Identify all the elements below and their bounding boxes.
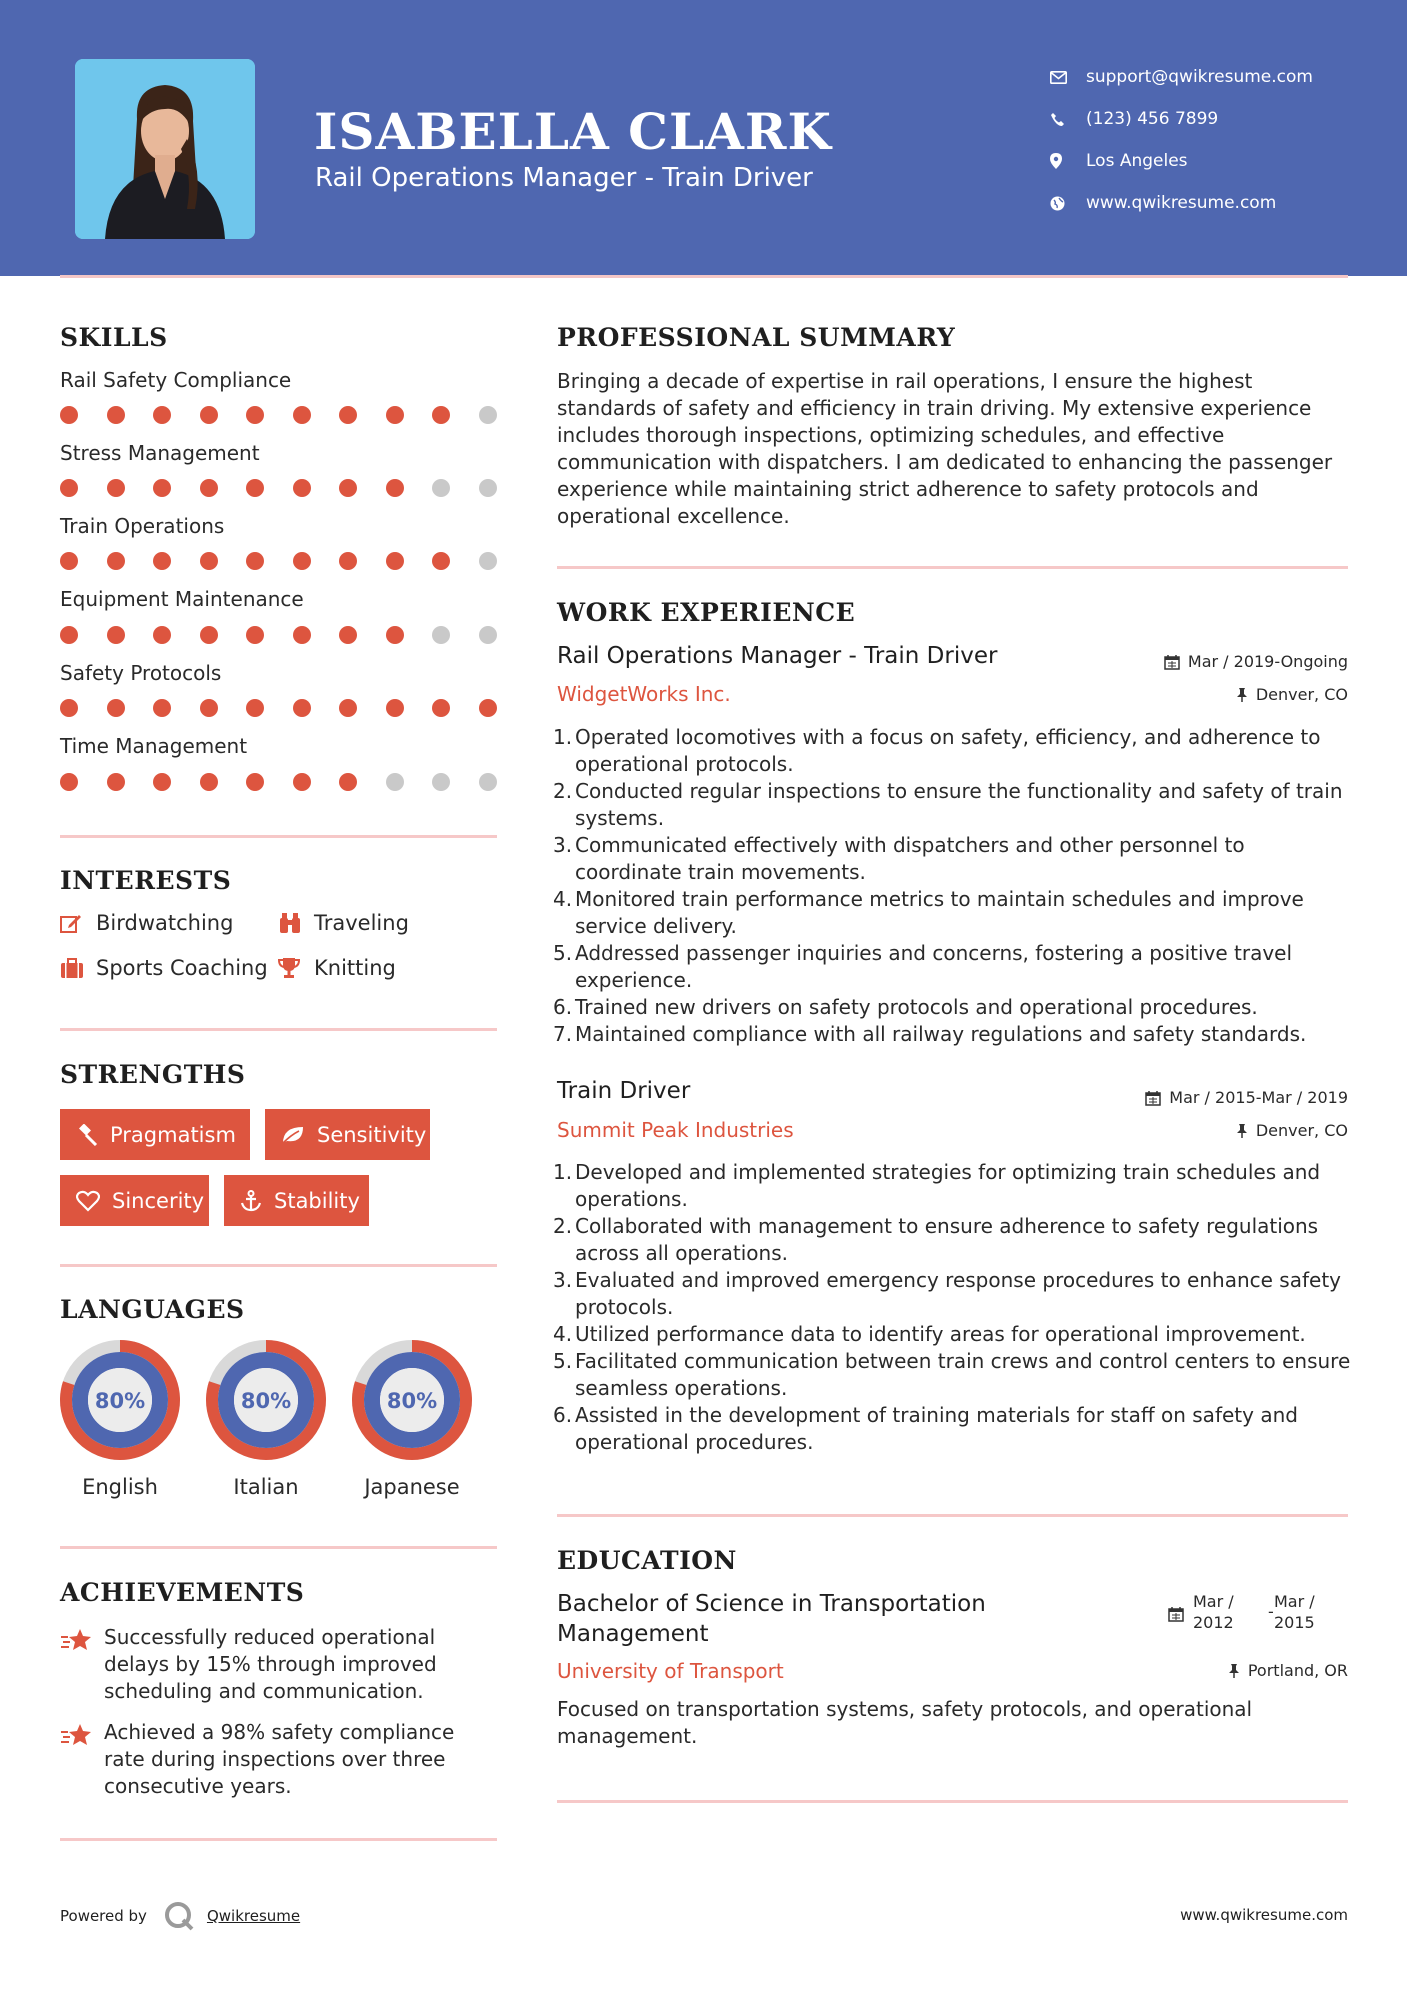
responsibility-item bbox=[553, 724, 1353, 778]
rating-dot-filled bbox=[200, 406, 218, 424]
education-description: Focused on transportation systems, safety protocols, and operational management. bbox=[557, 1697, 1253, 1748]
responsibility-text: Collaborated with management to ensure adherence to safety regulations across all operations. bbox=[575, 1214, 1319, 1265]
languages-heading: LANGUAGES bbox=[60, 1295, 245, 1324]
contact-email-text: support@qwikresume.com bbox=[1086, 67, 1313, 87]
rating-dot-filled bbox=[386, 699, 404, 717]
calendar-icon bbox=[1145, 1090, 1161, 1106]
rating-dot-filled bbox=[293, 699, 311, 717]
rating-dot-filled bbox=[107, 479, 125, 497]
list-number: 5. bbox=[553, 941, 573, 965]
language-gauge bbox=[59, 1339, 181, 1465]
responsibility-item bbox=[553, 1348, 1353, 1402]
list-number: 3. bbox=[553, 833, 573, 857]
achievement-item bbox=[60, 1719, 500, 1800]
person-portrait-icon bbox=[75, 59, 255, 239]
job-dates-text: Mar / 2019-Ongoing bbox=[1187, 652, 1348, 671]
rating-dot-filled bbox=[246, 406, 264, 424]
degree-title-continued: Management bbox=[557, 1621, 709, 1647]
rating-dot-filled bbox=[479, 699, 497, 717]
job-dates bbox=[1145, 1088, 1348, 1107]
responsibility-item bbox=[553, 994, 1353, 1021]
star-icon bbox=[60, 1719, 104, 1800]
achievements-heading: ACHIEVEMENTS bbox=[60, 1578, 305, 1607]
skill-rating bbox=[60, 624, 500, 644]
education-date-separator: - bbox=[1268, 1602, 1274, 1621]
rating-dot-filled bbox=[293, 552, 311, 570]
language-ring bbox=[205, 1339, 327, 1461]
language-percent: 80% bbox=[386, 1389, 438, 1413]
rating-dot-filled bbox=[246, 626, 264, 644]
section-divider bbox=[60, 1838, 497, 1841]
rating-dot-filled bbox=[60, 406, 78, 424]
section-divider bbox=[60, 835, 497, 838]
language-ring bbox=[351, 1339, 473, 1461]
list-number: 6. bbox=[553, 1403, 573, 1427]
skill-name: Stress Management bbox=[60, 441, 260, 465]
rating-dot-filled bbox=[153, 406, 171, 424]
skill-rating bbox=[60, 404, 500, 424]
list-number: 1. bbox=[553, 1160, 573, 1184]
briefcase-icon bbox=[60, 958, 96, 978]
contact-list bbox=[1050, 56, 1313, 224]
rating-dot-filled bbox=[60, 479, 78, 497]
skills-heading: SKILLS bbox=[60, 323, 168, 352]
rating-dot-filled bbox=[386, 626, 404, 644]
job-location bbox=[1236, 685, 1348, 704]
responsibility-text: Utilized performance data to identify areas for operational improvement. bbox=[575, 1322, 1306, 1346]
rating-dot-empty bbox=[386, 773, 404, 791]
strength-label: Sincerity bbox=[112, 1188, 205, 1213]
education-location bbox=[1228, 1661, 1348, 1680]
responsibility-text: Developed and implemented strategies for optimizing train schedules and operations. bbox=[575, 1160, 1321, 1211]
contact-location bbox=[1050, 140, 1313, 182]
pushpin-icon bbox=[1236, 1123, 1248, 1139]
list-number: 2. bbox=[553, 1214, 573, 1238]
contact-website-text: www.qwikresume.com bbox=[1086, 193, 1277, 213]
rating-dot-filled bbox=[200, 699, 218, 717]
education-location-text: Portland, OR bbox=[1247, 1661, 1348, 1680]
list-number: 1. bbox=[553, 725, 573, 749]
trophy-icon bbox=[278, 957, 314, 979]
rating-dot-filled bbox=[107, 626, 125, 644]
rating-dot-filled bbox=[153, 479, 171, 497]
candidate-title: Rail Operations Manager - Train Driver bbox=[315, 163, 813, 193]
rating-dot-filled bbox=[432, 406, 450, 424]
skill-name: Train Operations bbox=[60, 514, 225, 538]
rating-dot-empty bbox=[479, 552, 497, 570]
phone-icon bbox=[1050, 112, 1086, 127]
candidate-name: ISABELLA CLARK bbox=[314, 102, 832, 161]
rating-dot-filled bbox=[107, 699, 125, 717]
rating-dot-empty bbox=[432, 626, 450, 644]
rating-dot-filled bbox=[246, 479, 264, 497]
section-divider bbox=[60, 1264, 497, 1267]
interest-item bbox=[60, 911, 233, 935]
contact-location-text: Los Angeles bbox=[1086, 151, 1188, 171]
rating-dot-empty bbox=[479, 773, 497, 791]
strength-tag bbox=[60, 1175, 209, 1226]
summary-text: Bringing a decade of expertise in rail operations, I ensure the highest standards of safety and efficiency in train driving. My extensive experience includes thorough inspections, optimizing schedules, and effective communication with dispatchers. I am dedicated to enhancing the passenger experience while maintaining strict adherence to safety protocols and operational excellence. bbox=[557, 369, 1333, 528]
rating-dot-filled bbox=[107, 773, 125, 791]
responsibility-item bbox=[553, 1267, 1353, 1321]
contact-phone[interactable] bbox=[1050, 98, 1313, 140]
job-location bbox=[1236, 1121, 1348, 1140]
interest-item bbox=[278, 911, 409, 935]
education-heading: EDUCATION bbox=[557, 1546, 737, 1575]
list-number: 6. bbox=[553, 995, 573, 1019]
calendar-icon bbox=[1164, 654, 1180, 670]
rating-dot-empty bbox=[432, 773, 450, 791]
interest-item bbox=[278, 956, 396, 980]
interest-label: Birdwatching bbox=[96, 911, 234, 935]
responsibility-text: Addressed passenger inquiries and concerns, fostering a positive travel experience. bbox=[575, 941, 1293, 992]
rating-dot-filled bbox=[339, 699, 357, 717]
star-icon bbox=[60, 1624, 104, 1705]
rating-dot-filled bbox=[339, 479, 357, 497]
rating-dot-empty bbox=[479, 626, 497, 644]
interest-label: Knitting bbox=[314, 956, 396, 980]
rating-dot-filled bbox=[60, 552, 78, 570]
skill-name: Rail Safety Compliance bbox=[60, 368, 292, 392]
responsibility-item bbox=[553, 778, 1353, 832]
interest-label: Traveling bbox=[314, 911, 409, 935]
language-gauge bbox=[351, 1339, 473, 1465]
rating-dot-filled bbox=[200, 479, 218, 497]
rating-dot-filled bbox=[153, 552, 171, 570]
strength-tag bbox=[60, 1109, 250, 1160]
contact-email[interactable] bbox=[1050, 56, 1313, 98]
responsibility-text: Communicated effectively with dispatchers and other personnel to coordinate train movements. bbox=[575, 833, 1245, 884]
rating-dot-filled bbox=[107, 552, 125, 570]
job-responsibilities bbox=[553, 724, 1353, 1048]
pencil-icon bbox=[60, 913, 96, 933]
skill-rating bbox=[60, 697, 500, 717]
job-responsibilities bbox=[553, 1159, 1353, 1456]
leaf-icon bbox=[281, 1125, 305, 1145]
responsibility-item bbox=[553, 886, 1353, 940]
language-ring bbox=[59, 1339, 181, 1461]
education-start-date bbox=[1193, 1591, 1234, 1633]
rating-dot-filled bbox=[60, 699, 78, 717]
company-name: Summit Peak Industries bbox=[557, 1118, 794, 1142]
job-title: Train Driver bbox=[557, 1078, 691, 1104]
responsibility-text: Maintained compliance with all railway regulations and safety standards. bbox=[575, 1022, 1307, 1046]
strength-tag bbox=[224, 1175, 369, 1226]
rating-dot-filled bbox=[293, 773, 311, 791]
rating-dot-filled bbox=[246, 773, 264, 791]
job-title: Rail Operations Manager - Train Driver bbox=[557, 643, 998, 669]
rating-dot-filled bbox=[432, 552, 450, 570]
rating-dot-filled bbox=[386, 406, 404, 424]
job-dates bbox=[1164, 652, 1348, 671]
rating-dot-filled bbox=[386, 552, 404, 570]
rating-dot-filled bbox=[386, 479, 404, 497]
list-number: 2. bbox=[553, 779, 573, 803]
responsibility-item bbox=[553, 1402, 1353, 1456]
strength-label: Stability bbox=[274, 1188, 360, 1213]
responsibility-text: Monitored train performance metrics to maintain schedules and improve service delivery. bbox=[575, 887, 1304, 938]
achievement-item bbox=[60, 1624, 500, 1705]
strength-tag bbox=[265, 1109, 430, 1160]
rating-dot-filled bbox=[339, 406, 357, 424]
job-location-text: Denver, CO bbox=[1255, 1121, 1348, 1140]
skill-name: Safety Protocols bbox=[60, 661, 222, 685]
responsibility-text: Conducted regular inspections to ensure the functionality and safety of train systems. bbox=[575, 779, 1343, 830]
responsibility-text: Facilitated communication between train crews and control centers to ensure seamless operations. bbox=[575, 1349, 1351, 1400]
school-name: University of Transport bbox=[557, 1659, 784, 1683]
rating-dot-filled bbox=[60, 773, 78, 791]
qwikresume-link[interactable]: Qwikresume bbox=[206, 1907, 301, 1925]
responsibility-text: Trained new drivers on safety protocols and operational procedures. bbox=[575, 995, 1258, 1019]
resume-header bbox=[0, 0, 1407, 276]
section-divider bbox=[60, 1546, 497, 1549]
rating-dot-filled bbox=[339, 773, 357, 791]
skill-name: Equipment Maintenance bbox=[60, 587, 304, 611]
rating-dot-filled bbox=[246, 552, 264, 570]
education-end-year: 2015 bbox=[1274, 1613, 1315, 1632]
interest-label: Sports Coaching bbox=[96, 956, 268, 980]
rating-dot-empty bbox=[479, 479, 497, 497]
language-name: English bbox=[82, 1475, 158, 1499]
interest-item bbox=[60, 956, 268, 980]
rating-dot-filled bbox=[293, 479, 311, 497]
strengths-heading: STRENGTHS bbox=[60, 1060, 246, 1089]
rating-dot-filled bbox=[293, 626, 311, 644]
rating-dot-filled bbox=[293, 406, 311, 424]
rating-dot-empty bbox=[479, 406, 497, 424]
footer-website[interactable]: www.qwikresume.com bbox=[1180, 1906, 1348, 1924]
rating-dot-empty bbox=[432, 479, 450, 497]
location-pin-icon bbox=[1050, 153, 1086, 169]
gavel-icon bbox=[76, 1124, 98, 1146]
contact-website[interactable] bbox=[1050, 182, 1313, 224]
rating-dot-filled bbox=[432, 699, 450, 717]
qwikresume-logo-icon bbox=[163, 1900, 195, 1932]
summary-heading: PROFESSIONAL SUMMARY bbox=[557, 323, 956, 352]
skill-rating bbox=[60, 550, 500, 570]
footer-branding bbox=[60, 1900, 300, 1932]
language-name: Italian bbox=[233, 1475, 299, 1499]
rating-dot-filled bbox=[200, 773, 218, 791]
responsibility-item bbox=[553, 940, 1353, 994]
list-number: 4. bbox=[553, 1322, 573, 1346]
list-number: 4. bbox=[553, 887, 573, 911]
pushpin-icon bbox=[1228, 1663, 1240, 1679]
rating-dot-filled bbox=[153, 699, 171, 717]
rating-dot-filled bbox=[200, 626, 218, 644]
rating-dot-filled bbox=[107, 406, 125, 424]
degree-title: Bachelor of Science in Transportation bbox=[557, 1591, 986, 1617]
envelope-icon bbox=[1050, 71, 1086, 84]
education-start-month: Mar / bbox=[1193, 1592, 1234, 1611]
language-name: Japanese bbox=[364, 1475, 460, 1499]
skill-rating bbox=[60, 771, 500, 791]
achievement-text: Achieved a 98% safety compliance rate during inspections over three consecutive years. bbox=[104, 1720, 455, 1798]
language-percent: 80% bbox=[240, 1389, 292, 1413]
rating-dot-filled bbox=[200, 552, 218, 570]
list-number: 7. bbox=[553, 1022, 573, 1046]
job-location-text: Denver, CO bbox=[1255, 685, 1348, 704]
section-divider bbox=[557, 1800, 1348, 1803]
responsibility-item bbox=[553, 832, 1353, 886]
globe-icon bbox=[1050, 196, 1086, 211]
responsibility-item bbox=[553, 1159, 1353, 1213]
anchor-icon bbox=[240, 1190, 262, 1212]
job-dates-text: Mar / 2015-Mar / 2019 bbox=[1169, 1088, 1348, 1107]
company-name: WidgetWorks Inc. bbox=[557, 682, 731, 706]
strength-label: Sensitivity bbox=[317, 1122, 427, 1147]
profile-photo bbox=[75, 59, 255, 239]
responsibility-text: Evaluated and improved emergency response procedures to enhance safety protocols. bbox=[575, 1268, 1342, 1319]
list-number: 3. bbox=[553, 1268, 573, 1292]
education-end-month: Mar / bbox=[1274, 1592, 1315, 1611]
binoculars-icon bbox=[278, 912, 314, 934]
powered-by-text: Powered by bbox=[60, 1907, 147, 1925]
responsibility-text: Operated locomotives with a focus on safety, efficiency, and adherence to operational protocols. bbox=[575, 725, 1321, 776]
responsibility-item bbox=[553, 1321, 1353, 1348]
pushpin-icon bbox=[1236, 687, 1248, 703]
list-number: 5. bbox=[553, 1349, 573, 1373]
education-start-year: 2012 bbox=[1193, 1613, 1234, 1632]
rating-dot-filled bbox=[339, 626, 357, 644]
skill-name: Time Management bbox=[60, 734, 248, 758]
rating-dot-filled bbox=[153, 626, 171, 644]
responsibility-text: Assisted in the development of training materials for staff on safety and operational procedures. bbox=[575, 1403, 1298, 1454]
strength-label: Pragmatism bbox=[110, 1122, 236, 1147]
language-gauge bbox=[205, 1339, 327, 1465]
responsibility-item bbox=[553, 1213, 1353, 1267]
education-end-date bbox=[1274, 1591, 1315, 1633]
interests-heading: INTERESTS bbox=[60, 866, 232, 895]
skill-rating bbox=[60, 477, 500, 497]
rating-dot-filled bbox=[339, 552, 357, 570]
rating-dot-filled bbox=[60, 626, 78, 644]
rating-dot-filled bbox=[246, 699, 264, 717]
heart-icon bbox=[76, 1190, 100, 1212]
section-divider bbox=[60, 1028, 497, 1031]
section-divider bbox=[557, 566, 1348, 569]
rating-dot-filled bbox=[153, 773, 171, 791]
calendar-icon bbox=[1168, 1606, 1184, 1626]
responsibility-item bbox=[553, 1021, 1353, 1048]
contact-phone-text: (123) 456 7899 bbox=[1086, 109, 1219, 129]
achievement-text: Successfully reduced operational delays by 15% through improved scheduling and communication. bbox=[104, 1625, 437, 1703]
language-percent: 80% bbox=[94, 1389, 146, 1413]
experience-heading: WORK EXPERIENCE bbox=[557, 598, 856, 627]
section-divider bbox=[557, 1514, 1348, 1517]
header-divider bbox=[60, 275, 1348, 278]
